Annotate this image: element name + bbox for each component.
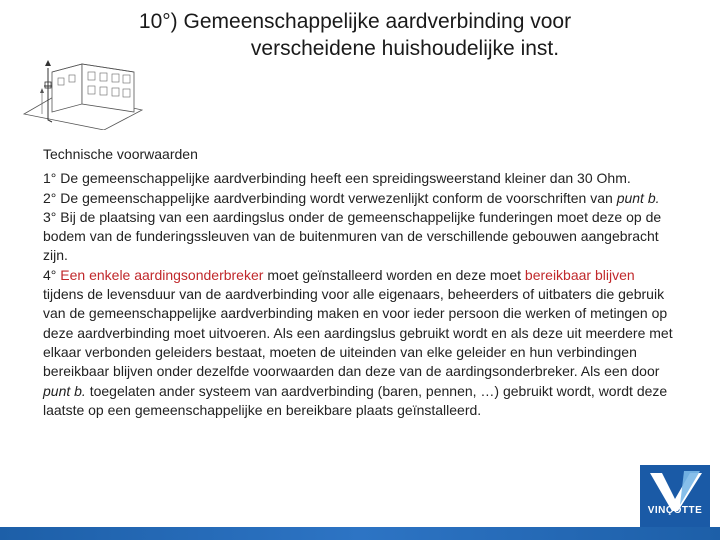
- item-4-text-1: moet geïnstalleerd worden en deze moet: [267, 266, 522, 283]
- building-grounding-illustration: [22, 52, 144, 130]
- title-line-1: 10°) Gemeenschappelijke aardverbinding voor: [138, 10, 572, 33]
- item-3-number: 3°: [43, 208, 57, 225]
- item-4-reference: punt b.: [43, 382, 86, 399]
- item-2-number: 2°: [43, 189, 57, 206]
- item-4: [43, 266, 673, 420]
- section-heading: Technische voorwaarden: [43, 146, 198, 162]
- item-2-text: De gemeenschappelijke aardverbinding wordt verwezenlijkt conform de voorschriften van: [60, 189, 613, 206]
- content-body: [43, 145, 673, 420]
- item-1: [43, 169, 673, 188]
- item-2: [43, 189, 673, 208]
- item-1-number: 1°: [43, 170, 57, 187]
- item-4-text-3: toegelaten ander systeem van aardverbinding (baren, pennen, …) gebruikt wordt, wordt deze laatste op een gemeenschappelijke en bereikbare plaats geïnstalleerd.: [43, 382, 668, 418]
- item-3: [43, 208, 673, 266]
- item-4-number: 4°: [43, 266, 57, 283]
- item-1-text: De gemeenschappelijke aardverbinding heeft een spreidingsweerstand kleiner dan 30 Ohm.: [60, 170, 631, 187]
- item-3-text: Bij de plaatsing van een aardingslus onder de gemeenschappelijke funderingen moet deze op de bodem van de funderingssleuven van de buitenmuren van de verschillende gebouwen aangebracht zijn.: [43, 208, 662, 264]
- vincotte-logo: [640, 465, 710, 527]
- item-4-text-2: tijdens de levensduur van de aardverbinding voor alle eigenaars, beheerders of uitbaters die gebruik van de gemeenschappelijke aardverbinding maken en voor ieder persoon die werken of metingen op deze aardverbinding moet uitvoeren. Als een aardingslus gebruikt wordt en als deze uit meerdere met elkaar verbonden geleiders bestaat, moeten de uiteinden van elke geleider en hun verbindingen bereikbaar blijven onder dezelfde voorwaarden dan deze van de aardingsonderbreker. Als een door: [43, 286, 673, 380]
- footer-bar: [0, 527, 720, 540]
- item-2-reference: punt b.: [616, 189, 660, 206]
- item-4-highlight-1: Een enkele aardingsonderbreker: [60, 266, 264, 283]
- title-line-2: verscheidene huishoudelijke inst.: [250, 37, 560, 60]
- item-4-highlight-2: bereikbaar blijven: [524, 266, 635, 283]
- vincotte-logo-text: VINÇOTTE: [647, 505, 703, 516]
